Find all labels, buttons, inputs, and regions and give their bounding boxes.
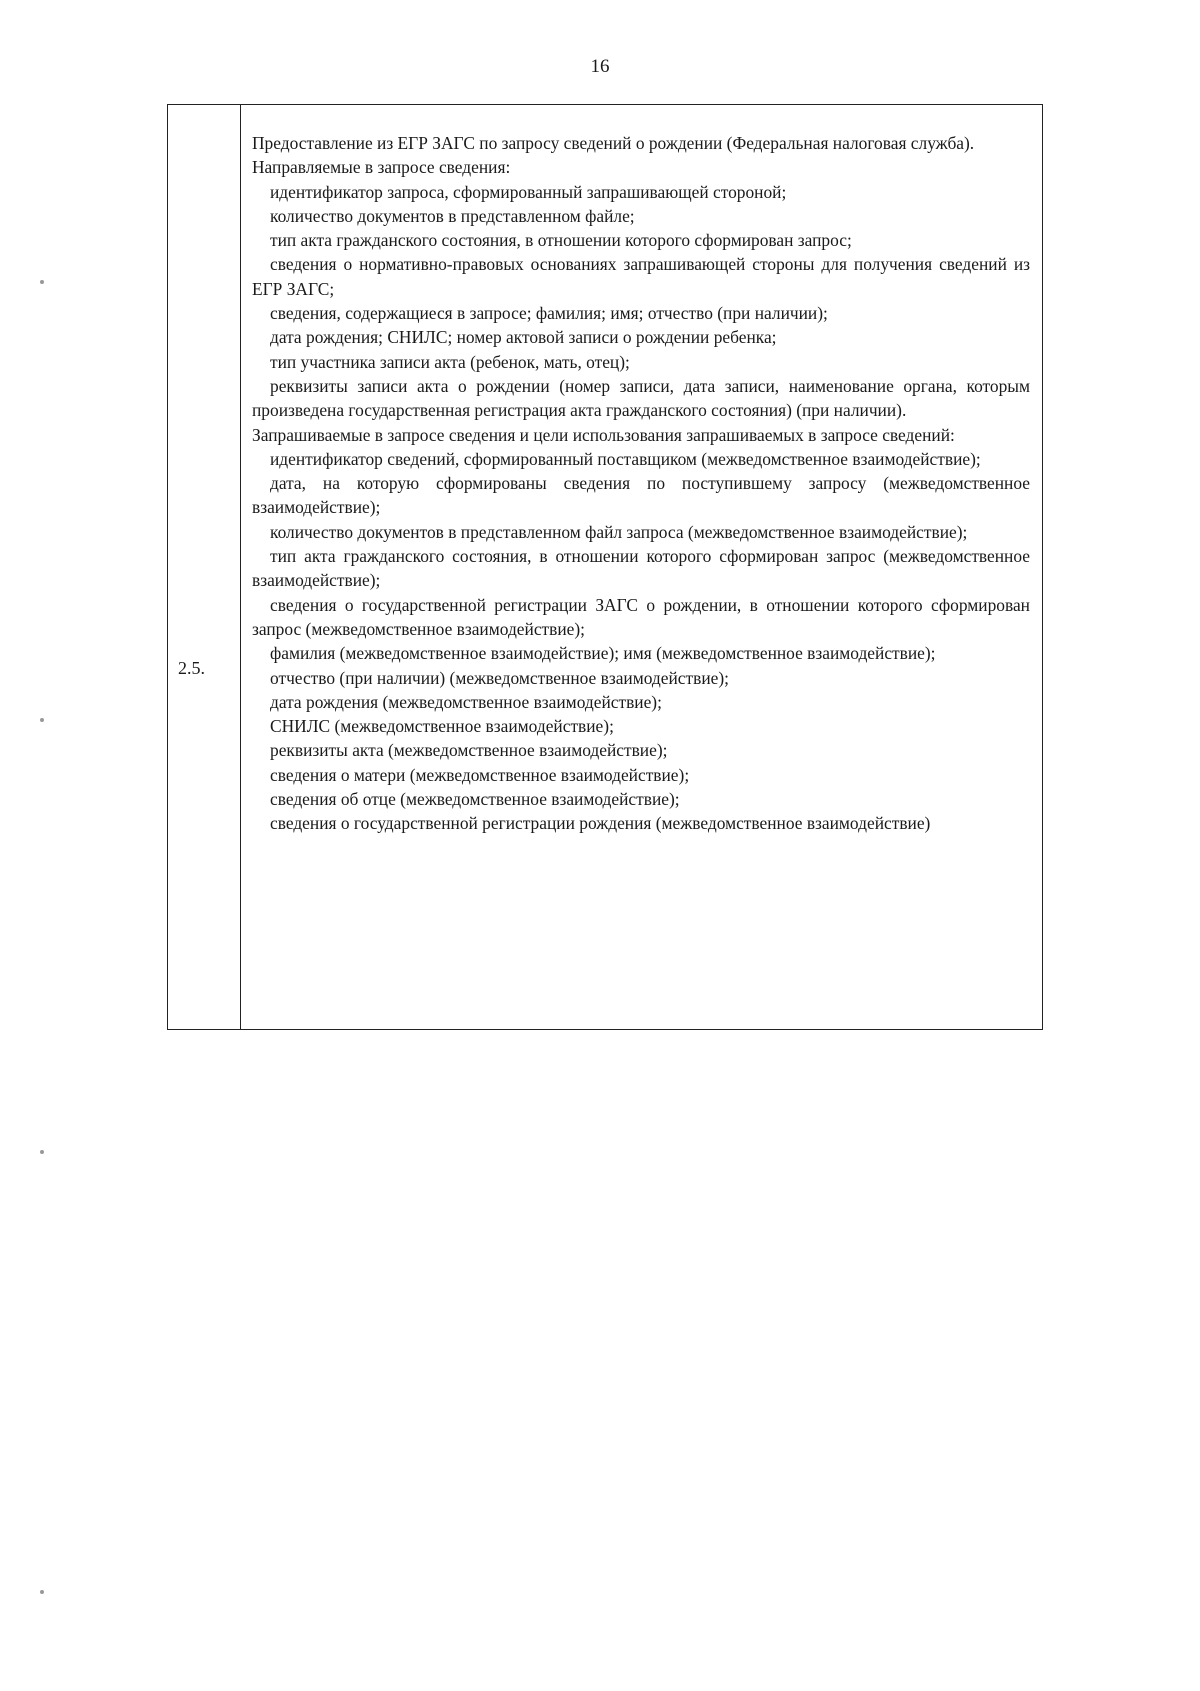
content-paragraph: Направляемые в запросе сведения: xyxy=(252,157,511,178)
scan-margin-mark xyxy=(40,718,44,722)
content-paragraph: идентификатор запроса, сформированный запрашивающей стороной; xyxy=(270,181,787,202)
content-paragraph: реквизиты акта (межведомственное взаимодействие); xyxy=(270,740,668,761)
content-paragraph: сведения об отце (межведомственное взаимодействие); xyxy=(270,789,680,810)
content-paragraph: сведения о государственной регистрации ЗАГС о рождении, в отношении которого сформирован запрос (межведомственное взаимодействие); xyxy=(252,594,1030,639)
scan-margin-mark xyxy=(40,1590,44,1594)
content-paragraph: количество документов в представленном файле; xyxy=(270,205,635,226)
content-paragraph: количество документов в представленном файл запроса (межведомственное взаимодействие); xyxy=(270,521,968,542)
content-paragraph: Запрашиваемые в запросе сведения и цели использования запрашиваемых в запросе сведений: xyxy=(252,424,955,445)
content-paragraph: фамилия (межведомственное взаимодействие); имя (межведомственное взаимодействие); xyxy=(270,643,936,664)
content-paragraph: тип акта гражданского состояния, в отношении которого сформирован запрос; xyxy=(270,230,852,251)
row-number-cell xyxy=(168,105,241,1029)
row-number: 2.5. xyxy=(178,658,205,678)
content-paragraph: дата рождения (межведомственное взаимодействие); xyxy=(270,691,662,712)
content-paragraph: сведения о матери (межведомственное взаимодействие); xyxy=(270,764,690,785)
content-paragraph: тип акта гражданского состояния, в отношении которого сформирован запрос (межведомственное взаимодействие); xyxy=(252,546,1030,591)
content-paragraph: идентификатор сведений, сформированный поставщиком (межведомственное взаимодействие); xyxy=(270,448,981,469)
content-paragraph: дата рождения; СНИЛС; номер актовой записи о рождении ребенка; xyxy=(270,327,777,348)
content-paragraph: сведения о нормативно-правовых основаниях запрашивающей стороны для получения сведений из ЕГР ЗАГС; xyxy=(252,254,1030,299)
content-paragraph: сведения о государственной регистрации рождения (межведомственное взаимодействие) xyxy=(270,813,931,834)
content-paragraph: реквизиты записи акта о рождении (номер записи, дата записи, наименование органа, которым произведена государственная регистрация акта гражданского состояния) (при наличии). xyxy=(252,375,1030,421)
content-paragraph: тип участника записи акта (ребенок, мать, отец); xyxy=(270,351,630,372)
content-paragraph: Предоставление из ЕГР ЗАГС по запросу сведений о рождении (Федеральная налоговая служба). xyxy=(252,133,975,153)
content-paragraph: дата, на которую сформированы сведения по поступившему запросу (межведомственное взаимодействие); xyxy=(252,473,1030,518)
page-number: 16 xyxy=(590,56,610,77)
scan-margin-mark xyxy=(40,1150,44,1154)
content-paragraph: СНИЛС (межведомственное взаимодействие); xyxy=(270,716,614,737)
scan-margin-mark xyxy=(40,280,44,284)
row-content-cell xyxy=(252,131,1030,836)
content-paragraph: отчество (при наличии) (межведомственное взаимодействие); xyxy=(270,667,729,688)
content-paragraph: сведения, содержащиеся в запросе; фамилия; имя; отчество (при наличии); xyxy=(270,303,828,324)
document-table xyxy=(167,104,1043,1030)
